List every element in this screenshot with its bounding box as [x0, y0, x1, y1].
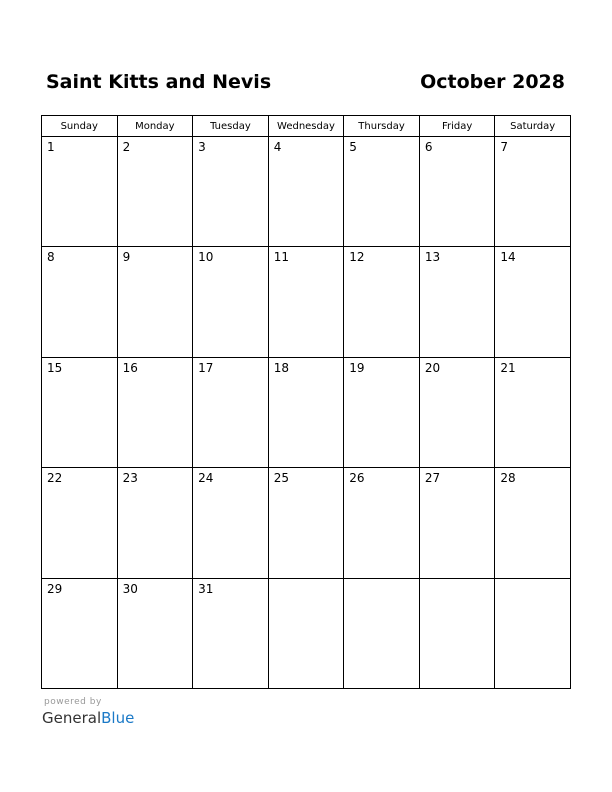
- day-number: 31: [198, 581, 214, 596]
- day-number: 17: [198, 360, 214, 375]
- day-number: 23: [122, 471, 138, 486]
- day-number: 1: [47, 140, 55, 154]
- day-cell: [344, 247, 420, 357]
- day-number: 21: [500, 360, 516, 375]
- week-row-5: [42, 578, 571, 688]
- day-cell: [117, 468, 193, 578]
- weekday-friday: Friday: [419, 116, 495, 137]
- weekday-wednesday: Wednesday: [268, 116, 344, 137]
- day-number: 11: [273, 250, 289, 265]
- day-cell: [344, 357, 420, 467]
- day-number: 3: [198, 140, 206, 154]
- day-cell-empty: [495, 578, 571, 688]
- day-cell: [42, 578, 118, 688]
- week-row-1: [42, 137, 571, 247]
- day-number: 10: [198, 250, 214, 265]
- day-number: 16: [122, 360, 138, 375]
- calendar-grid: [41, 115, 571, 689]
- day-cell: [193, 137, 269, 247]
- day-number: 4: [273, 140, 282, 154]
- day-number: 7: [500, 140, 509, 154]
- powered-by-label: powered by: [44, 697, 102, 707]
- weekday-saturday: Saturday: [495, 116, 571, 137]
- day-number: 20: [424, 360, 441, 375]
- weekday-monday: Monday: [117, 116, 193, 137]
- day-cell: [42, 357, 118, 467]
- day-cell: [344, 137, 420, 247]
- day-number: 9: [122, 250, 131, 265]
- day-cell: [495, 468, 571, 578]
- day-number: 30: [122, 581, 138, 596]
- brand-general-text: General: [42, 709, 102, 727]
- weekday-header-row: [42, 116, 571, 137]
- day-number: [495, 579, 570, 582]
- day-number: [420, 579, 495, 582]
- day-number: 28: [500, 471, 516, 486]
- day-number: 13: [424, 250, 441, 265]
- calendar-month-title: October 2028: [420, 71, 565, 93]
- day-number: [269, 579, 344, 582]
- day-cell: [117, 137, 193, 247]
- day-number: 6: [424, 140, 433, 154]
- day-number: 24: [198, 471, 214, 486]
- day-cell: [419, 247, 495, 357]
- day-cell: [344, 468, 420, 578]
- day-cell: [117, 357, 193, 467]
- day-number: 19: [349, 360, 365, 375]
- day-number: 5: [349, 140, 357, 154]
- day-number: 12: [349, 250, 365, 265]
- brand-blue-text: Blue: [101, 709, 135, 727]
- day-cell: [193, 468, 269, 578]
- day-cell: [495, 357, 571, 467]
- day-cell: [193, 247, 269, 357]
- week-row-2: [42, 247, 571, 357]
- day-number: 14: [500, 250, 516, 265]
- day-number: 22: [47, 471, 63, 486]
- week-row-4: [42, 468, 571, 578]
- day-cell-empty: [268, 578, 344, 688]
- day-cell: [193, 578, 269, 688]
- day-number: 2: [122, 140, 131, 154]
- day-number: 18: [273, 360, 289, 375]
- day-cell: [193, 357, 269, 467]
- day-cell-empty: [419, 578, 495, 688]
- day-number: 8: [47, 250, 55, 265]
- day-cell: [117, 578, 193, 688]
- generalblue-logo[interactable]: [42, 709, 134, 727]
- day-cell: [419, 468, 495, 578]
- day-cell: [419, 357, 495, 467]
- day-cell: [42, 137, 118, 247]
- day-cell: [419, 137, 495, 247]
- calendar-country-title: Saint Kitts and Nevis: [46, 71, 272, 93]
- day-number: 25: [273, 471, 289, 486]
- day-cell: [117, 247, 193, 357]
- day-cell: [268, 247, 344, 357]
- weekday-sunday: Sunday: [42, 116, 118, 137]
- day-number: [344, 579, 419, 582]
- day-cell: [42, 468, 118, 578]
- week-row-3: [42, 357, 571, 467]
- day-cell: [268, 357, 344, 467]
- day-cell: [268, 137, 344, 247]
- day-number: 15: [47, 360, 63, 375]
- day-cell: [495, 137, 571, 247]
- weekday-tuesday: Tuesday: [193, 116, 269, 137]
- day-cell: [42, 247, 118, 357]
- day-number: 29: [47, 581, 63, 596]
- day-cell: [495, 247, 571, 357]
- day-cell: [268, 468, 344, 578]
- day-number: 26: [349, 471, 365, 486]
- day-cell-empty: [344, 578, 420, 688]
- weekday-thursday: Thursday: [344, 116, 420, 137]
- day-number: 27: [424, 471, 441, 486]
